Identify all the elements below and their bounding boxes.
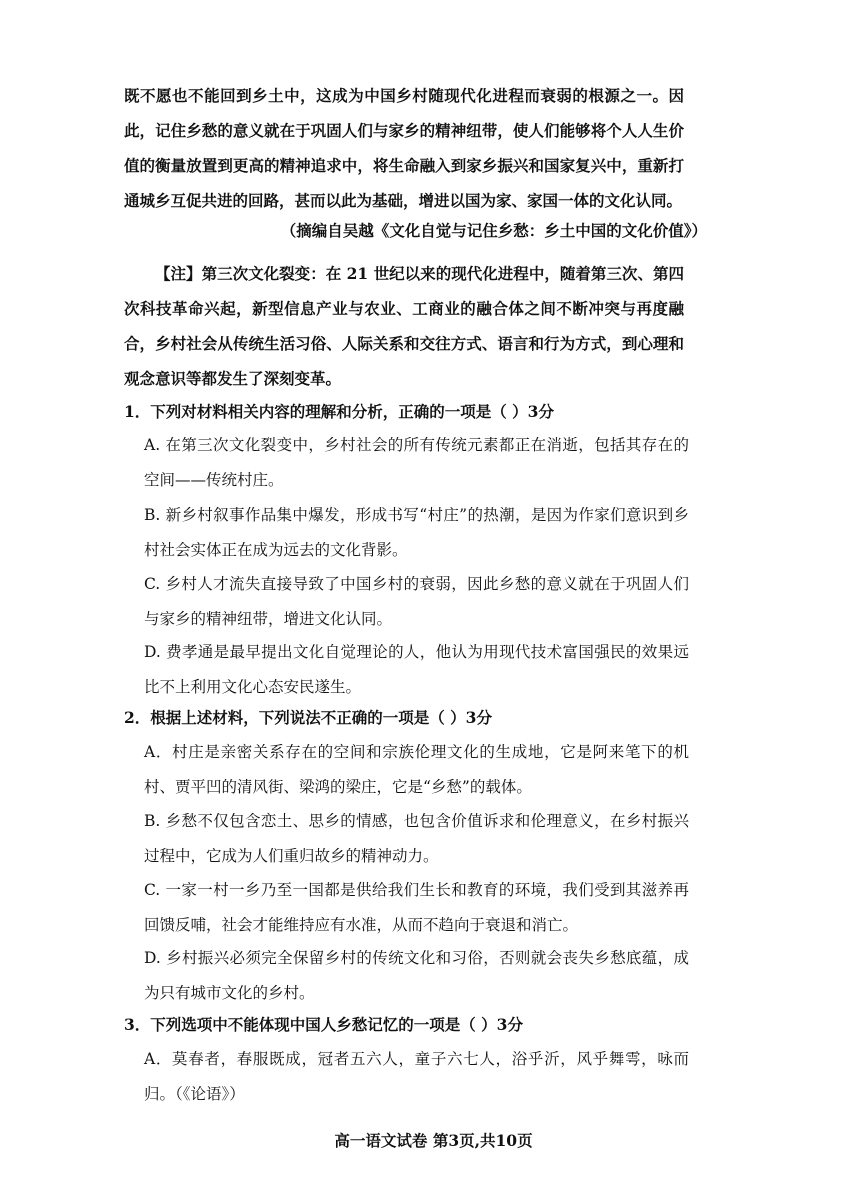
- question-2-option-d: D. 乡村振兴必须完全保留乡村的传统文化和习俗，否则就会丧失乡愁底蕴，成为只有城市文化的乡村。: [144, 949, 689, 1002]
- question-1-option-d: D. 费孝通是最早提出文化自觉理论的人，他认为用现代技术富国强民的效果远比不上利用文化心态安民遂生。: [144, 643, 689, 696]
- passage-source: （摘编自吴越《文化自觉与记住乡愁：乡土中国的文化价值》）: [280, 221, 707, 240]
- question-3-option-a: A．莫春者，春服既成，冠者五六人，童子六七人，浴乎沂，风乎舞雩，咏而归。（《论语》）: [144, 1050, 689, 1103]
- question-1-option-b: B. 新乡村叙事作品集中爆发，形成书写“村庄”的热潮，是因为作家们意识到乡村社会实体正在成为远去的文化背影。: [144, 506, 689, 559]
- question-1-option-c: C. 乡村人才流失直接导致了中国乡村的衰弱，因此乡愁的意义就在于巩固人们与家乡的精神纽带，增进文化认同。: [144, 575, 689, 628]
- question-1: [124, 394, 694, 429]
- question-stem: 1．下列对材料相关内容的理解和分析，正确的一项是（ ）3分: [124, 402, 554, 421]
- passage-note: [124, 256, 684, 396]
- question-2-option-a: A．村庄是亲密关系存在的空间和宗族伦理文化的生成地，它是阿来笔下的机村、贾平凹的清风街、梁鸿的梁庄，它是“乡愁”的载体。: [144, 743, 689, 796]
- question-stem: 3．下列选项中不能体现中国人乡愁记忆的一项是（ ）3分: [124, 1015, 523, 1034]
- question-stem: 2．根据上述材料，下列说法不正确的一项是（ ）3分: [124, 708, 492, 727]
- page-footer: 高一语文试卷 第3页,共10页: [334, 1131, 533, 1150]
- passage-paragraph: 既不愿也不能回到乡土中，这成为中国乡村随现代化进程而衰弱的根源之一。因此，记住乡愁的意义就在于巩固人们与家乡的精神纽带，使人们能够将个人人生价值的衡量放置到更高的精神追求中，将生命融入到家乡振兴和国家复兴中，重新打通城乡互促共进的回路，甚而以此为基础，增进以国为家、家国一体的文化认同。: [124, 86, 684, 210]
- question-2-option-b: B. 乡愁不仅包含恋土、思乡的情感，也包含价值诉求和伦理意义，在乡村振兴过程中，它成为人们重归故乡的精神动力。: [144, 812, 689, 865]
- question-1-option-a: A. 在第三次文化裂变中，乡村社会的所有传统元素都正在消逝，包括其存在的空间——传统村庄。: [144, 436, 689, 489]
- question-2-option-c: C. 一家一村一乡乃至一国都是供给我们生长和教育的环境，我们受到其滋养再回馈反哺，社会才能维持应有水准，从而不趋向于衰退和消亡。: [144, 881, 689, 934]
- question-2: [124, 700, 694, 735]
- note-text: 第三次文化裂变：在 21 世纪以来的现代化进程中，随着第三次、第四次科技革命兴起，新型信息产业与农业、工商业的融合体之间不断冲突与再度融合，乡村社会从传统生活习俗、人际关系和交往方式、语言和行为方式，到心理和观念意识等都发生了深刻变革。: [124, 264, 684, 388]
- note-label: 【注】: [155, 264, 202, 283]
- question-3: [124, 1007, 694, 1042]
